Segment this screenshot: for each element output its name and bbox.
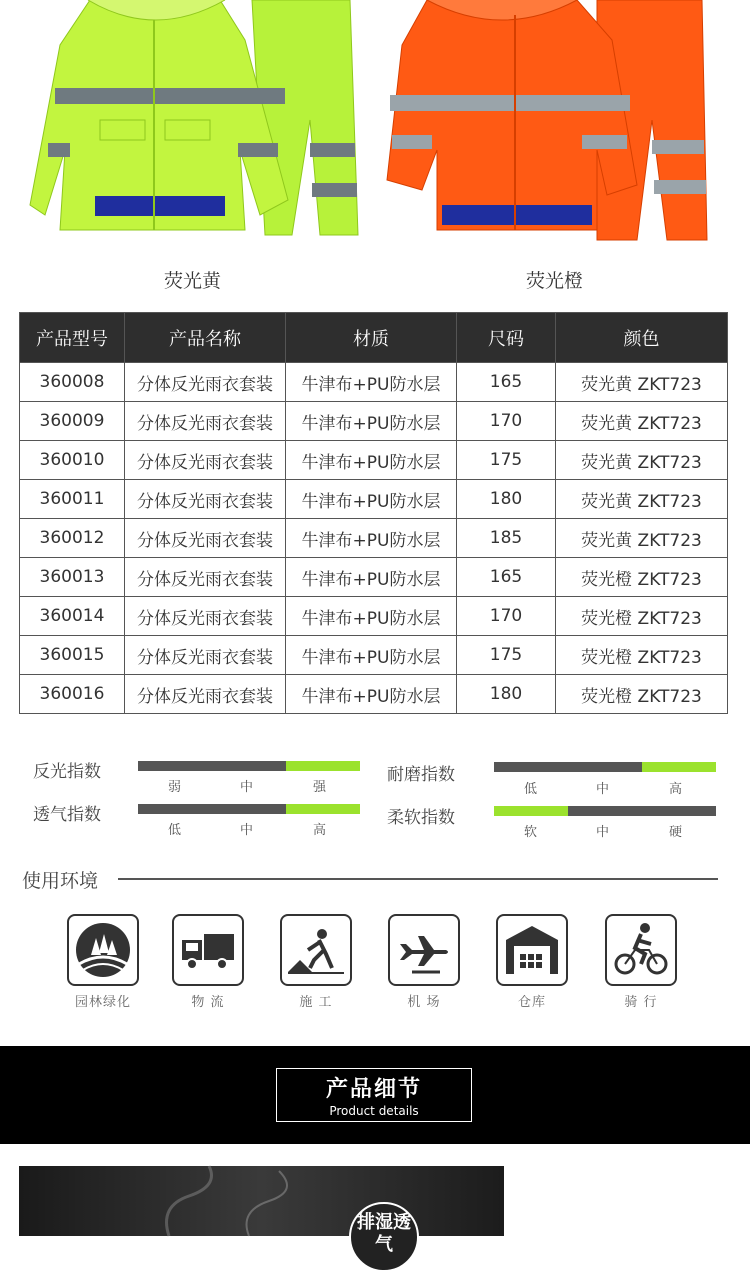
cell-color: 荧光橙 ZKT723 [556, 636, 728, 675]
trees-icon [67, 914, 139, 986]
cell-name: 分体反光雨衣套装 [125, 636, 286, 675]
cell-material: 牛津布+PU防水层 [286, 402, 457, 441]
tick-mid: 中 [240, 780, 254, 795]
cell-model: 360014 [20, 597, 125, 636]
cell-model: 360008 [20, 363, 125, 402]
cell-color: 荧光橙 ZKT723 [556, 675, 728, 714]
product-details-banner [0, 1046, 750, 1144]
cell-size: 180 [457, 480, 556, 519]
cell-color: 荧光黄 ZKT723 [556, 519, 728, 558]
cell-name: 分体反光雨衣套装 [125, 519, 286, 558]
env-label: 施 工 [299, 995, 333, 1010]
cell-color: 荧光黄 ZKT723 [556, 402, 728, 441]
table-row [20, 363, 728, 402]
index-bar-fill [286, 804, 360, 814]
table-row [20, 636, 728, 675]
index-bar [138, 761, 360, 771]
cell-material: 牛津布+PU防水层 [286, 441, 457, 480]
cell-material: 牛津布+PU防水层 [286, 519, 457, 558]
cell-name: 分体反光雨衣套装 [125, 363, 286, 402]
cell-name: 分体反光雨衣套装 [125, 597, 286, 636]
environment-title: 使用环境 [22, 870, 99, 892]
cell-size: 175 [457, 441, 556, 480]
cell-color: 荧光黄 ZKT723 [556, 480, 728, 519]
cell-model: 360016 [20, 675, 125, 714]
tick-mid: 中 [596, 782, 610, 797]
cell-material: 牛津布+PU防水层 [286, 636, 457, 675]
env-label: 机 场 [407, 995, 441, 1010]
construction-worker-icon [280, 914, 352, 986]
header-name: 产品名称 [125, 313, 286, 363]
cell-model: 360009 [20, 402, 125, 441]
cell-material: 牛津布+PU防水层 [286, 675, 457, 714]
index-label: 耐磨指数 [387, 765, 455, 785]
product-yellow [20, 0, 365, 300]
cell-model: 360015 [20, 636, 125, 675]
cell-material: 牛津布+PU防水层 [286, 558, 457, 597]
cell-model: 360011 [20, 480, 125, 519]
cell-model: 360010 [20, 441, 125, 480]
env-label: 物 流 [191, 995, 225, 1010]
tick-high: 强 [313, 780, 327, 795]
cell-name: 分体反光雨衣套装 [125, 402, 286, 441]
orange-raincoat-image [382, 0, 727, 250]
cyclist-icon [605, 914, 677, 986]
environment-divider [118, 878, 718, 880]
detail-photo [19, 1166, 504, 1255]
breathable-badge: 排湿透气 [349, 1202, 419, 1272]
index-label: 柔软指数 [387, 808, 455, 828]
index-bar [494, 762, 716, 772]
cell-material: 牛津布+PU防水层 [286, 480, 457, 519]
details-title-cn: 产品细节 [325, 1077, 422, 1102]
smoke-image [19, 1166, 504, 1236]
index-bar-fill [642, 762, 716, 772]
truck-icon [172, 914, 244, 986]
header-size: 尺码 [457, 313, 556, 363]
cell-model: 360013 [20, 558, 125, 597]
cell-size: 165 [457, 558, 556, 597]
cell-color: 荧光橙 ZKT723 [556, 597, 728, 636]
env-item-airport [388, 914, 460, 1010]
product-label-yellow: 荧光黄 [163, 270, 221, 292]
table-row [20, 675, 728, 714]
env-item-logistics [172, 914, 244, 1010]
cell-model: 360012 [20, 519, 125, 558]
tick-high: 高 [313, 823, 327, 838]
table-row [20, 597, 728, 636]
index-label: 透气指数 [33, 805, 101, 825]
header-model: 产品型号 [20, 313, 125, 363]
index-bar-fill [286, 761, 360, 771]
product-images [0, 0, 750, 300]
env-item-construction [280, 914, 352, 1010]
cell-material: 牛津布+PU防水层 [286, 597, 457, 636]
index-label: 反光指数 [33, 762, 101, 782]
cell-material: 牛津布+PU防水层 [286, 363, 457, 402]
index-bar-fill [494, 806, 568, 816]
cell-size: 175 [457, 636, 556, 675]
cell-color: 荧光橙 ZKT723 [556, 558, 728, 597]
cell-name: 分体反光雨衣套装 [125, 480, 286, 519]
env-item-cycling [605, 914, 677, 1010]
product-orange [382, 0, 727, 300]
env-item-warehouse [496, 914, 568, 1010]
table-row [20, 441, 728, 480]
product-details-title-box [276, 1068, 472, 1122]
tick-low: 软 [524, 825, 538, 840]
table-row [20, 402, 728, 441]
table-row [20, 558, 728, 597]
tick-low: 低 [524, 782, 538, 797]
cell-size: 170 [457, 597, 556, 636]
cell-name: 分体反光雨衣套装 [125, 441, 286, 480]
table-row [20, 519, 728, 558]
cell-color: 荧光黄 ZKT723 [556, 441, 728, 480]
env-label: 仓库 [517, 995, 546, 1010]
index-bar [494, 806, 716, 816]
spec-table [19, 312, 728, 714]
env-label: 园林绿化 [74, 995, 131, 1010]
table-row [20, 480, 728, 519]
env-label: 骑 行 [624, 995, 658, 1010]
warehouse-icon [496, 914, 568, 986]
cell-size: 185 [457, 519, 556, 558]
tick-low: 弱 [168, 780, 182, 795]
cell-name: 分体反光雨衣套装 [125, 675, 286, 714]
cell-size: 165 [457, 363, 556, 402]
index-bar [138, 804, 360, 814]
tick-high: 硬 [669, 825, 683, 840]
header-material: 材质 [286, 313, 457, 363]
tick-high: 高 [669, 782, 683, 797]
env-item-garden [67, 914, 139, 1010]
cell-name: 分体反光雨衣套装 [125, 558, 286, 597]
tick-mid: 中 [596, 825, 610, 840]
airplane-icon [388, 914, 460, 986]
cell-size: 170 [457, 402, 556, 441]
yellow-raincoat-image [20, 0, 365, 250]
cell-color: 荧光黄 ZKT723 [556, 363, 728, 402]
details-title-en: Product details [329, 1104, 419, 1118]
tick-mid: 中 [240, 823, 254, 838]
cell-size: 180 [457, 675, 556, 714]
header-color: 颜色 [556, 313, 728, 363]
table-header-row [20, 313, 728, 363]
tick-low: 低 [168, 823, 182, 838]
product-label-orange: 荧光橙 [525, 270, 583, 292]
